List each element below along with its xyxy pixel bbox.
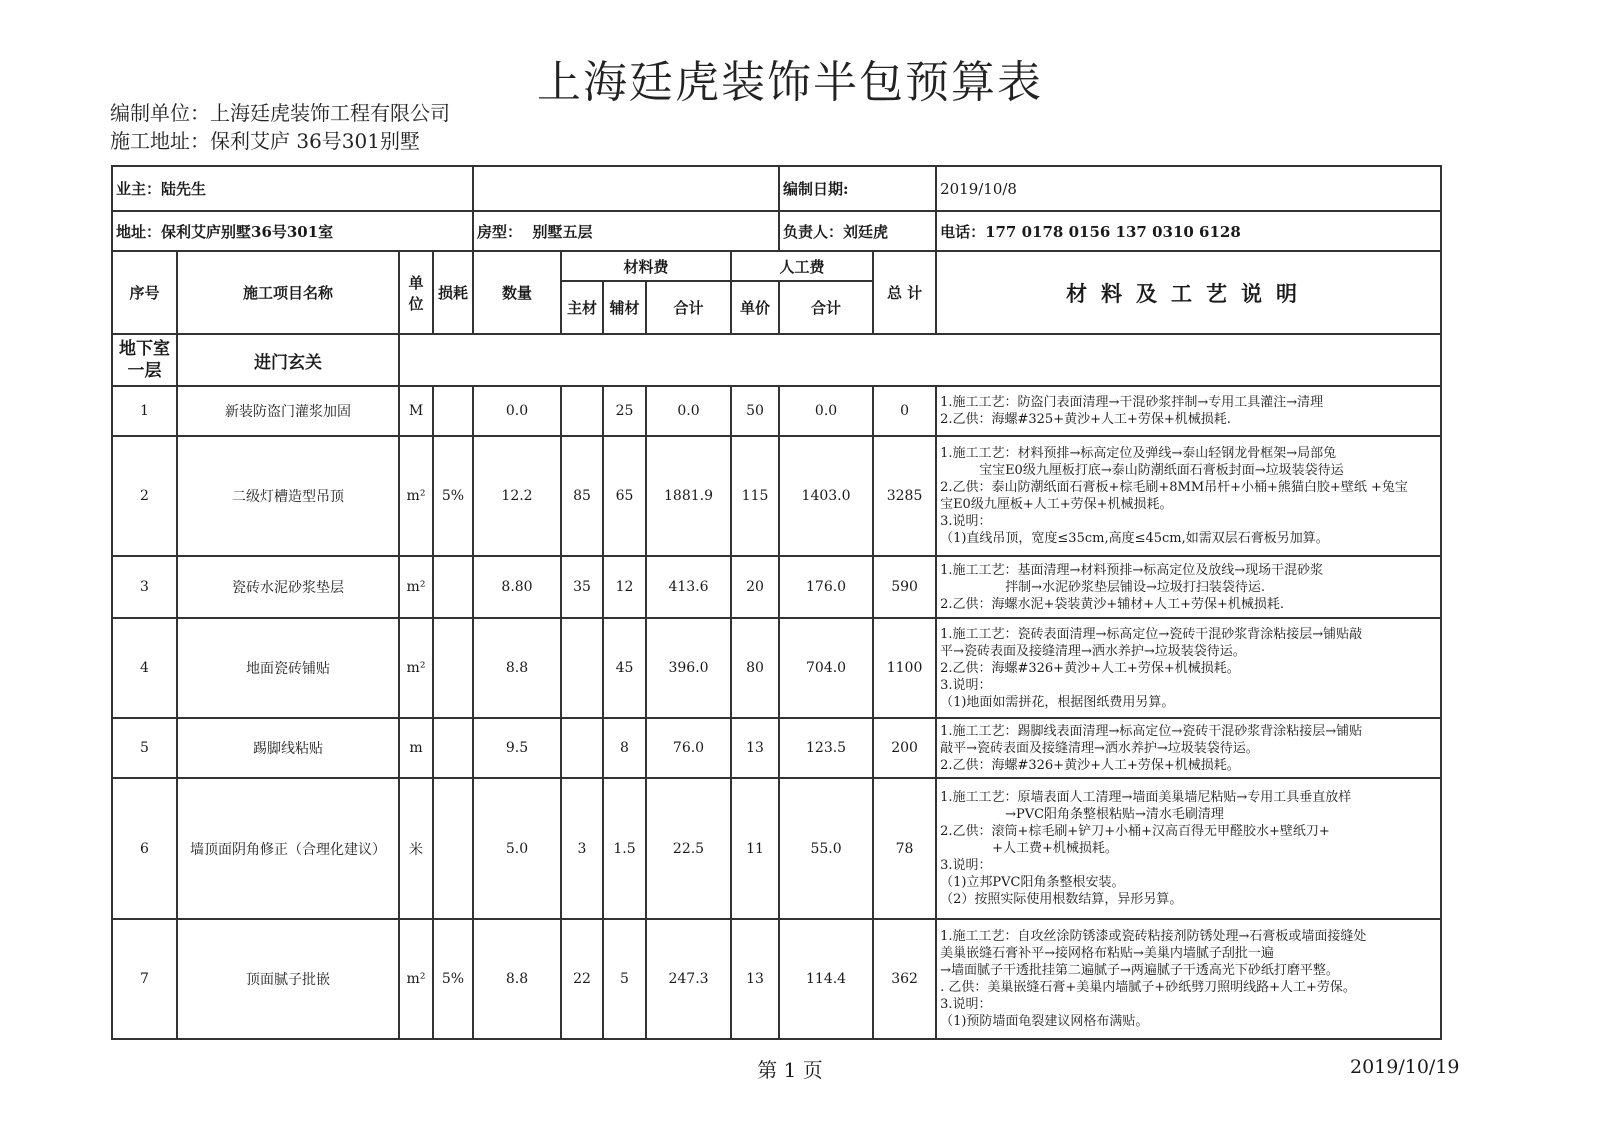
item-material-total: 396.0	[646, 618, 731, 718]
document-title: 上海廷虎装饰半包预算表	[537, 57, 1043, 108]
header-material: 材料费	[561, 251, 731, 281]
item-main-material	[561, 618, 603, 718]
item-material-total: 22.5	[646, 778, 731, 919]
description-line: 1.施工工艺：自攻丝涂防锈漆或瓷砖粘接剂防锈处理→石膏板或墙面接缝处	[940, 929, 1367, 944]
print-date: 2019/10/19	[1350, 1056, 1460, 1078]
description-line: 2.乙供：泰山防潮纸面石膏板+棕毛刷+8MM吊杆+小桶+熊猫白胶+壁纸 +兔宝	[940, 480, 1408, 495]
item-total: 362	[873, 919, 936, 1039]
item-main-material: 22	[561, 919, 603, 1039]
item-qty: 0.0	[473, 386, 561, 436]
description-line: 1.施工工艺：瓷砖表面清理→标高定位→瓷砖干混砂浆背涂粘接层→铺贴敲	[940, 626, 1363, 642]
address: 地址：保利艾庐别墅36号301室	[112, 211, 473, 251]
header-total: 总 计	[873, 251, 936, 334]
item-description	[936, 618, 1441, 718]
item-description	[936, 436, 1441, 556]
item-aux-material: 5	[603, 919, 646, 1039]
item-description	[936, 718, 1441, 778]
item-labor-total: 114.4	[779, 919, 873, 1039]
description-line: +人工费+机械损耗。	[940, 841, 1118, 856]
house-type-value: 别墅五层	[532, 222, 593, 241]
description-line: 拌制→水泥砂浆垫层铺设→垃圾打扫装袋待运.	[940, 579, 1265, 595]
description-line: 2.乙供：海螺水泥+袋装黄沙+辅材+人工+劳保+机械损耗.	[940, 596, 1285, 612]
manager: 负责人：刘廷虎	[779, 211, 936, 251]
section-room: 进门玄关	[177, 334, 399, 386]
header-labor-total: 合计	[779, 281, 873, 334]
item-main-material	[561, 718, 603, 778]
item-unit: m²	[399, 436, 433, 556]
item-loss	[433, 386, 473, 436]
item-labor-total: 704.0	[779, 618, 873, 718]
item-aux-material: 1.5	[603, 778, 646, 919]
item-main-material: 35	[561, 556, 603, 618]
description-line: 1.施工工艺：防盗门表面清理→干混砂浆拌制→专用工具灌注→清理	[940, 395, 1324, 410]
table-row	[112, 386, 1441, 436]
description-line: . 乙供：美巢嵌缝石膏+美巢内墙腻子+砂纸劈刀照明线路+人工+劳保。	[940, 980, 1356, 995]
table-row	[112, 436, 1441, 556]
item-main-material: 3	[561, 778, 603, 919]
item-qty: 8.8	[473, 618, 561, 718]
item-labor-total: 1403.0	[779, 436, 873, 556]
item-material-total: 247.3	[646, 919, 731, 1039]
item-labor-total: 55.0	[779, 778, 873, 919]
compiler-unit: 编制单位：上海廷虎装饰工程有限公司	[110, 101, 450, 125]
date-label: 编制日期:	[779, 166, 936, 211]
item-description	[936, 556, 1441, 618]
description-line: 2.乙供：海螺#326+黄沙+人工+劳保+机械损耗。	[940, 757, 1240, 773]
description-line: 2.乙供：滚筒+棕毛刷+铲刀+小桶+汉高百得无甲醛胶水+壁纸刀+	[940, 824, 1330, 839]
phone: 电话：177 0178 0156 137 0310 6128	[936, 211, 1441, 251]
item-main-material	[561, 386, 603, 436]
description-line: （1)直线吊顶，宽度≤35cm,高度≤45cm,如需双层石膏板另加算。	[940, 531, 1329, 546]
header-main-material: 主材	[561, 281, 603, 334]
item-name: 顶面腻子批嵌	[177, 919, 399, 1039]
item-unit: m²	[399, 556, 433, 618]
header-loss: 损耗	[433, 251, 473, 334]
section-row	[112, 334, 1441, 386]
description-line: 美巢嵌缝石膏补平→接网格布粘贴→美巢内墙腻子刮批一遍	[940, 946, 1274, 961]
header-row-1	[112, 251, 1441, 281]
description-line: 1.施工工艺：原墙表面人工清理→墙面美巢墙尼粘贴→专用工具垂直放样	[940, 790, 1352, 805]
item-loss	[433, 778, 473, 919]
description-line: 2.乙供：海螺#325+黄沙+人工+劳保+机械损耗.	[940, 412, 1231, 427]
budget-table	[111, 165, 1442, 1040]
header-name: 施工项目名称	[177, 251, 399, 334]
item-qty: 8.8	[473, 919, 561, 1039]
item-no: 4	[112, 618, 177, 718]
header-unit-price: 单价	[731, 281, 779, 334]
description-line: 3.说明：	[940, 997, 992, 1012]
item-material-total: 1881.9	[646, 436, 731, 556]
item-labor-price: 11	[731, 778, 779, 919]
item-loss	[433, 718, 473, 778]
page-number: 第 1 页	[757, 1058, 823, 1082]
item-material-total: 76.0	[646, 718, 731, 778]
item-no: 3	[112, 556, 177, 618]
description-line: 宝宝E0级九厘板打底→泰山防潮纸面石膏板封面→垃圾装袋待运	[940, 463, 1344, 478]
item-labor-total: 0.0	[779, 386, 873, 436]
table-row	[112, 718, 1441, 778]
item-total: 3285	[873, 436, 936, 556]
item-name: 二级灯槽造型吊顶	[177, 436, 399, 556]
description-line: 2.乙供：海螺#326+黄沙+人工+劳保+机械损耗。	[940, 660, 1240, 676]
item-unit: m²	[399, 618, 433, 718]
header-material-total: 合计	[646, 281, 731, 334]
info-row-1	[112, 166, 1441, 211]
table-row	[112, 919, 1441, 1039]
item-qty: 8.80	[473, 556, 561, 618]
item-no: 6	[112, 778, 177, 919]
item-total: 1100	[873, 618, 936, 718]
description-line: 1.施工工艺：踢脚线表面清理→标高定位→瓷砖干混砂浆背涂粘接层→铺贴	[940, 723, 1363, 739]
item-total: 0	[873, 386, 936, 436]
description-line: （1)立邦PVC阳角条整根安装。	[940, 875, 1125, 890]
description-line: 3.说明：	[940, 514, 992, 529]
header-labor: 人工费	[731, 251, 873, 281]
house-type-label: 房型：	[477, 222, 523, 241]
description-line: →PVC阳角条整根粘贴→清水毛刷清理	[940, 807, 1224, 822]
item-no: 7	[112, 919, 177, 1039]
item-main-material: 85	[561, 436, 603, 556]
item-aux-material: 8	[603, 718, 646, 778]
item-qty: 12.2	[473, 436, 561, 556]
item-total: 590	[873, 556, 936, 618]
item-labor-price: 20	[731, 556, 779, 618]
item-aux-material: 12	[603, 556, 646, 618]
item-no: 2	[112, 436, 177, 556]
description-line: 3.说明：	[940, 858, 992, 873]
description-line: （2）按照实际使用根数结算，异形另算。	[940, 892, 1183, 907]
description-line: 1.施工工艺：基面清理→材料预排→标高定位及放线→现场干混砂浆	[940, 562, 1324, 578]
section-blank	[399, 334, 1441, 386]
item-unit: 米	[399, 778, 433, 919]
item-description	[936, 919, 1441, 1039]
item-labor-price: 115	[731, 436, 779, 556]
description-line: →墙面腻子干透批挂第二遍腻子→两遍腻子干透高光下砂纸打磨平整。	[940, 963, 1339, 978]
item-labor-price: 50	[731, 386, 779, 436]
item-no: 1	[112, 386, 177, 436]
table-row	[112, 556, 1441, 618]
description-line: 1.施工工艺：材料预排→标高定位及弹线→泰山轻钢龙骨框架→局部兔	[940, 446, 1337, 461]
item-name: 踢脚线粘贴	[177, 718, 399, 778]
item-qty: 5.0	[473, 778, 561, 919]
item-loss: 5%	[433, 919, 473, 1039]
item-loss	[433, 556, 473, 618]
table-row	[112, 778, 1441, 919]
description-line: 敲平→瓷砖表面及接缝清理→洒水养护→垃圾装袋待运。	[940, 740, 1259, 756]
item-description	[936, 386, 1441, 436]
site-address: 施工地址：保利艾庐 36号301别墅	[110, 129, 420, 153]
item-labor-total: 176.0	[779, 556, 873, 618]
house-type	[473, 211, 779, 251]
owner: 业主：陆先生	[112, 166, 473, 211]
item-description	[936, 778, 1441, 919]
section-floor: 地下室一层	[112, 334, 177, 386]
table-row	[112, 618, 1441, 718]
description-line: （1)预防墙面龟裂建议网格布满贴。	[940, 1014, 1149, 1029]
item-aux-material: 25	[603, 386, 646, 436]
blank-cell	[473, 166, 779, 211]
item-loss	[433, 618, 473, 718]
header-unit: 单位	[399, 251, 433, 334]
item-unit: m	[399, 718, 433, 778]
description-line: 宝E0级九厘板+人工+劳保+机械损耗。	[940, 497, 1173, 512]
item-loss: 5%	[433, 436, 473, 556]
item-total: 200	[873, 718, 936, 778]
item-total: 78	[873, 778, 936, 919]
header-no: 序号	[112, 251, 177, 334]
item-labor-price: 80	[731, 618, 779, 718]
description-line: 平→瓷砖表面及接缝清理→洒水养护→垃圾装袋待运。	[940, 643, 1246, 659]
item-no: 5	[112, 718, 177, 778]
header-desc: 材料及工艺说明	[936, 251, 1441, 334]
compile-date: 2019/10/8	[936, 166, 1441, 211]
header-aux-material: 辅材	[603, 281, 646, 334]
item-qty: 9.5	[473, 718, 561, 778]
item-name: 瓷砖水泥砂浆垫层	[177, 556, 399, 618]
item-material-total: 0.0	[646, 386, 731, 436]
item-material-total: 413.6	[646, 556, 731, 618]
item-unit: M	[399, 386, 433, 436]
item-name: 新装防盗门灌浆加固	[177, 386, 399, 436]
item-unit: m²	[399, 919, 433, 1039]
description-line: （1)地面如需拼花，根据图纸费用另算。	[940, 694, 1175, 710]
item-labor-total: 123.5	[779, 718, 873, 778]
item-aux-material: 65	[603, 436, 646, 556]
header-qty: 数量	[473, 251, 561, 334]
item-name: 地面瓷砖铺贴	[177, 618, 399, 718]
item-name: 墙顶面阴角修正（合理化建议）	[177, 778, 399, 919]
info-row-2	[112, 211, 1441, 251]
description-line: 3.说明：	[940, 677, 992, 693]
item-aux-material: 45	[603, 618, 646, 718]
item-labor-price: 13	[731, 718, 779, 778]
item-labor-price: 13	[731, 919, 779, 1039]
